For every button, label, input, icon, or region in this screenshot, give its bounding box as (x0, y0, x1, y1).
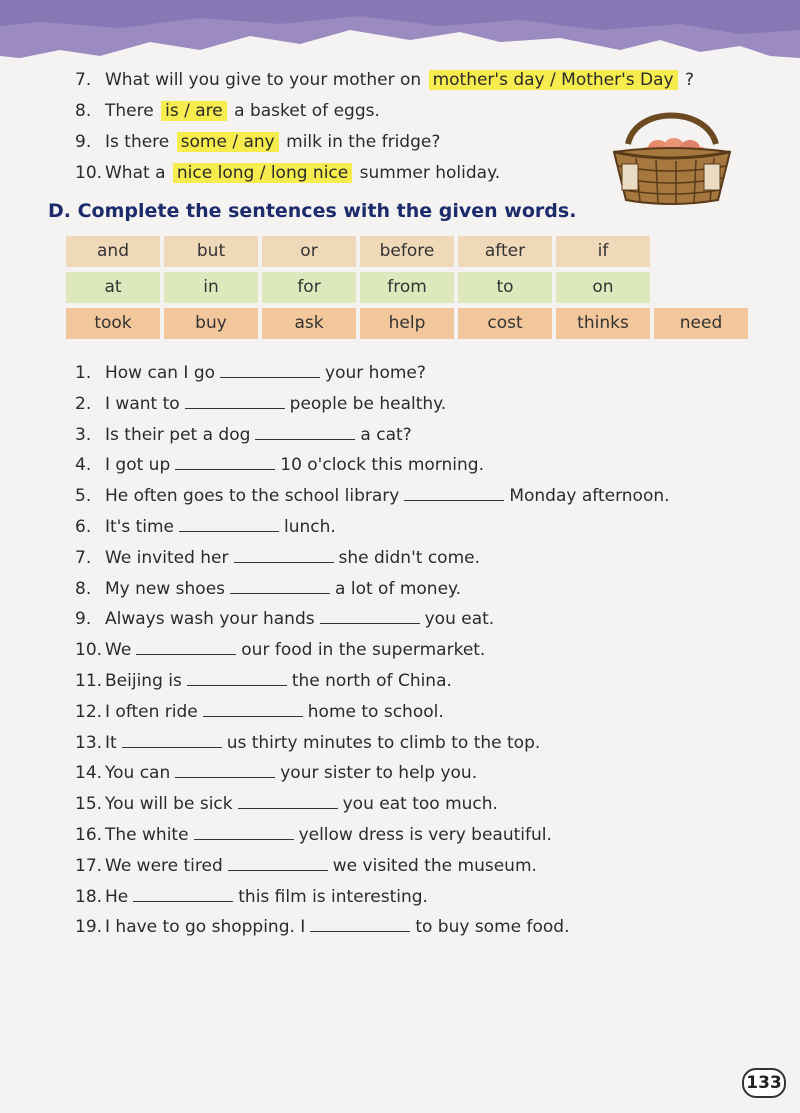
exercise-number: 4. (75, 455, 92, 476)
exercise-text-end: your home? (325, 363, 426, 383)
exercise-item (75, 453, 755, 484)
exercise-number: 15. (75, 794, 103, 815)
exercise-text: Always wash your hands (105, 609, 315, 630)
option-highlight[interactable]: some / any (177, 132, 279, 152)
exercise-text: I got up (105, 455, 171, 476)
exercise-text: How can I go (105, 363, 216, 383)
option-highlight[interactable]: is / are (161, 101, 227, 121)
word-cell: from (360, 272, 454, 303)
exercise-item (75, 823, 755, 854)
exercise-text-end: our food in the supermarket. (241, 640, 486, 661)
page-number: 133 (742, 1068, 786, 1098)
exercise-item (75, 546, 755, 577)
exercise-text: He often goes to the school library (105, 486, 400, 507)
exercise-item (75, 915, 755, 946)
exercise-number: 8. (75, 578, 92, 599)
answer-blank[interactable] (228, 854, 328, 871)
word-cell: and (66, 236, 160, 267)
word-cell: but (164, 236, 258, 267)
word-cell: took (66, 308, 160, 339)
exercise-number: 5. (75, 486, 92, 507)
exercise-text-end: you eat. (424, 609, 495, 630)
section-d-title: D. Complete the sentences with the given words. (48, 200, 577, 222)
exercise-text-end: this film is interesting. (238, 886, 428, 907)
exercise-text: He (105, 886, 129, 907)
exercise-item (75, 361, 755, 392)
exercise-item (75, 885, 755, 916)
word-cell: need (654, 308, 748, 339)
option-highlight[interactable]: mother's day / Mother's Day (429, 70, 678, 90)
word-bank (66, 236, 748, 344)
exercise-number: 17. (75, 855, 103, 876)
question-item (75, 130, 695, 161)
exercise-text: I have to go shopping. I (105, 917, 306, 938)
exercise-text: We (105, 640, 132, 661)
exercise-item (75, 854, 755, 885)
question-text: What will you give to your mother on (105, 70, 422, 90)
exercise-number: 12. (75, 701, 103, 722)
exercise-item (75, 607, 755, 638)
exercise-text: We were tired (105, 855, 223, 876)
exercise-text: It (105, 732, 117, 753)
exercise-item (75, 515, 755, 546)
question-number: 9. (75, 132, 92, 152)
exercise-item (75, 700, 755, 731)
exercise-number: 6. (75, 516, 92, 537)
answer-blank[interactable] (404, 484, 504, 501)
question-item (75, 161, 695, 192)
exercise-number: 3. (75, 424, 92, 445)
answer-blank[interactable] (179, 515, 279, 532)
question-text-end: ? (685, 70, 695, 90)
exercise-item (75, 792, 755, 823)
word-bank-row (66, 236, 748, 267)
word-cell: for (262, 272, 356, 303)
answer-blank[interactable] (230, 577, 330, 594)
exercise-number: 16. (75, 824, 103, 845)
question-item (75, 99, 695, 130)
word-bank-row (66, 272, 748, 303)
question-text: There (105, 101, 154, 121)
question-text-end: milk in the fridge? (286, 132, 441, 152)
exercise-text-end: she didn't come. (338, 547, 480, 568)
exercise-item (75, 484, 755, 515)
answer-blank[interactable] (238, 792, 338, 809)
answer-blank[interactable] (234, 546, 334, 563)
exercise-text-end: your sister to help you. (280, 763, 478, 784)
exercise-text-end: people be healthy. (289, 393, 447, 414)
answer-blank[interactable] (203, 700, 303, 717)
question-item (75, 68, 695, 99)
exercise-list (75, 361, 755, 946)
exercise-text: The white (105, 824, 189, 845)
word-cell: cost (458, 308, 552, 339)
answer-blank[interactable] (175, 453, 275, 470)
question-number: 8. (75, 101, 92, 121)
word-cell: on (556, 272, 650, 303)
word-cell: if (556, 236, 650, 267)
question-number: 7. (75, 70, 92, 90)
top-question-list (75, 68, 695, 192)
word-cell: before (360, 236, 454, 267)
exercise-text: We invited her (105, 547, 229, 568)
option-highlight[interactable]: nice long / long nice (173, 163, 352, 183)
question-number: 10. (75, 163, 103, 183)
exercise-text-end: to buy some food. (415, 917, 570, 938)
answer-blank[interactable] (185, 392, 285, 409)
exercise-text-end: we visited the museum. (332, 855, 537, 876)
exercise-text: My new shoes (105, 578, 226, 599)
word-cell: after (458, 236, 552, 267)
answer-blank[interactable] (220, 361, 320, 378)
answer-blank[interactable] (255, 423, 355, 440)
exercise-text-end: home to school. (307, 701, 444, 722)
exercise-text-end: the north of China. (291, 670, 452, 691)
exercise-number: 14. (75, 763, 103, 784)
exercise-text: I often ride (105, 701, 198, 722)
word-cell: ask (262, 308, 356, 339)
question-text-end: a basket of eggs. (234, 101, 380, 121)
exercise-text: Beijing is (105, 670, 182, 691)
exercise-item (75, 577, 755, 608)
answer-blank[interactable] (320, 607, 420, 624)
exercise-item (75, 669, 755, 700)
exercise-number: 7. (75, 547, 92, 568)
exercise-number: 1. (75, 363, 92, 383)
exercise-text-end: a cat? (360, 424, 412, 445)
word-cell: at (66, 272, 160, 303)
exercise-number: 18. (75, 886, 103, 907)
answer-blank[interactable] (194, 823, 294, 840)
answer-blank[interactable] (133, 885, 233, 902)
question-text: What a (105, 163, 166, 183)
exercise-number: 9. (75, 609, 92, 630)
word-cell: or (262, 236, 356, 267)
exercise-number: 13. (75, 732, 103, 753)
exercise-text-end: Monday afternoon. (509, 486, 670, 507)
word-cell: help (360, 308, 454, 339)
exercise-text: Is their pet a dog (105, 424, 251, 445)
question-text: Is there (105, 132, 170, 152)
exercise-text: You will be sick (105, 794, 233, 815)
exercise-text-end: you eat too much. (342, 794, 498, 815)
exercise-text-end: us thirty minutes to climb to the top. (226, 732, 541, 753)
answer-blank[interactable] (122, 731, 222, 748)
exercise-text-end: yellow dress is very beautiful. (298, 824, 552, 845)
question-text-end: summer holiday. (359, 163, 501, 183)
exercise-number: 11. (75, 670, 103, 691)
word-cell: buy (164, 308, 258, 339)
exercise-text: You can (105, 763, 171, 784)
exercise-text-end: a lot of money. (335, 578, 462, 599)
exercise-number: 10. (75, 640, 103, 661)
word-bank-row (66, 308, 748, 339)
exercise-text: I want to (105, 393, 180, 414)
exercise-item (75, 761, 755, 792)
exercise-number: 2. (75, 393, 92, 414)
answer-blank[interactable] (136, 638, 236, 655)
word-cell: to (458, 272, 552, 303)
exercise-item (75, 638, 755, 669)
exercise-text: It's time (105, 516, 175, 537)
exercise-text-end: lunch. (284, 516, 336, 537)
exercise-item (75, 392, 755, 423)
exercise-item (75, 423, 755, 454)
answer-blank[interactable] (175, 761, 275, 778)
exercise-text-end: 10 o'clock this morning. (280, 455, 484, 476)
exercise-number: 19. (75, 917, 103, 938)
answer-blank[interactable] (310, 915, 410, 932)
header-banner (0, 0, 800, 70)
exercise-item (75, 731, 755, 762)
answer-blank[interactable] (187, 669, 287, 686)
word-cell: in (164, 272, 258, 303)
egg-basket-image (606, 104, 736, 210)
word-cell: thinks (556, 308, 650, 339)
